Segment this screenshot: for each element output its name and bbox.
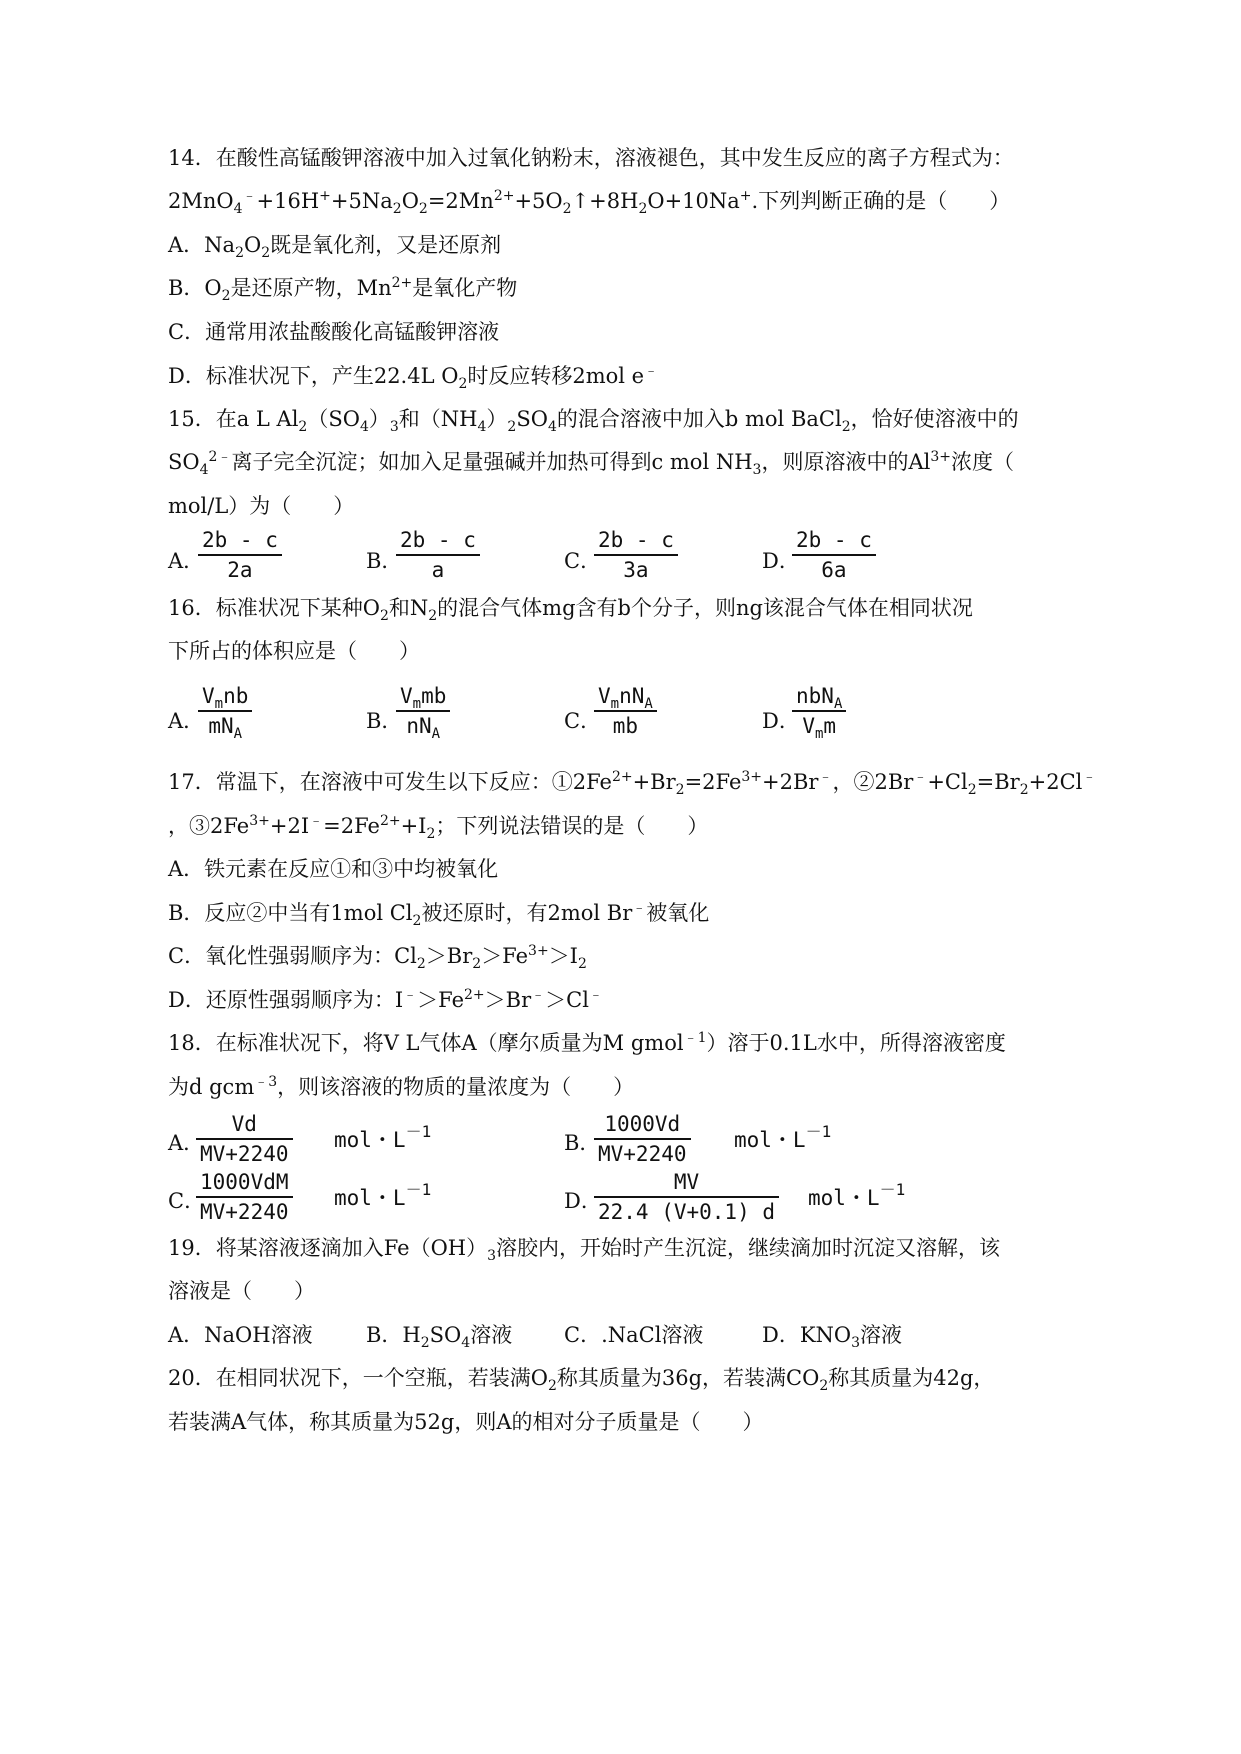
q18-option-d-unit: mol・$L^{-1}$ [808, 1180, 906, 1210]
q17-option-b: B．反应②中当有1mol $Cl_2$被还原时，有2mol Br﹣被氧化 [168, 900, 710, 929]
q17-stem-line2: ，$③2Fe^{3+}+2I^﹣=2Fe^{2+}+I_2$；下列说法错误的是（ ） [168, 813, 709, 842]
q18-option-a-unit: mol・$L^{-1}$ [334, 1122, 432, 1152]
q17-option-c: C．氧化性强弱顺序为：$Cl_2>Br_2>Fe^{3+}>I_2$ [168, 943, 587, 972]
q14-option-a: A．$Na_2O_2$既是氧化剂，又是还原剂 [168, 233, 502, 261]
q18-option-c-label: C． [168, 1189, 206, 1213]
q14-equation: $2MnO_4^﹣+16H^++5Na_2O_2=2Mn^{2+}+5O_2↑+8H_2O+10Na^+$.下列判断正确的是（ ） [168, 188, 1011, 217]
q15-option-b-fraction: $\frac{2b - c}{a}$ [396, 528, 480, 582]
q16-option-c-fraction: $V_mnN_A$ mb [594, 684, 657, 738]
q17-option-d: D．还原性强弱顺序为：$I^﹣>Fe^{2+}>Br^﹣>Cl^﹣$ [168, 987, 603, 1012]
q16-stem-line2: 下所占的体积应是（ ） [168, 639, 420, 663]
q14-option-d: D．标准状况下，产生22.4L $O_2$时反应转移2mol e﹣ [168, 363, 659, 392]
q15-stem-line3: mol/L）为（ ） [168, 494, 355, 518]
q18-option-b-fraction: $\frac{1000Vd}{MV+2240}$ [594, 1112, 691, 1166]
q16-option-a-label: A． [168, 709, 205, 733]
q19-stem-line1: 19．将某溶液逐滴加入$Fe(OH)_3$溶胶内，开始时产生沉淀，继续滴加时沉淀又溶解，该 [168, 1236, 1001, 1264]
q20-stem-line1: 20．在相同状况下，一个空瓶，若装满$O_2$称其质量为36g，若装满$CO_2$称其质量为42g， [168, 1366, 995, 1394]
q15-option-c-label: C． [564, 549, 602, 573]
q18-option-b-label: B． [564, 1131, 601, 1155]
q16-option-b-fraction: $V_mmb$ $nN_A$ [396, 684, 450, 738]
q16-option-b-label: B． [366, 709, 403, 733]
q17-stem-line1: 17．常温下，在溶液中可发生以下反应：$①2Fe^{2+}+Br_2=2Fe^{3+}+2Br^﹣$，$②2Br^﹣+Cl_2=Br_2+2Cl^﹣$ [168, 769, 1097, 798]
q18-option-b-unit: mol・$L^{-1}$ [734, 1122, 832, 1152]
q16-stem-line1: 16．标准状况下某种$O_2$和$N_2$的混合气体mg含有b个分子，则ng该混合气体在相同状况 [168, 596, 973, 624]
q15-option-a-fraction: $\frac{2b - c}{2a}$ [198, 528, 282, 582]
q19-option-a: A．NaOH溶液 [168, 1323, 313, 1347]
q15-option-a-label: A． [168, 549, 205, 573]
q15-option-d-fraction: $\frac{2b - c}{6a}$ [792, 528, 876, 582]
q14-stem-line1: 14．在酸性高锰酸钾溶液中加入过氧化钠粉末，溶液褪色，其中发生反应的离子方程式为： [168, 146, 1014, 170]
q18-option-d-label: D． [564, 1189, 602, 1213]
q18-option-c-unit: mol・$L^{-1}$ [334, 1180, 432, 1210]
q19-option-c: C．.NaCl溶液 [564, 1323, 704, 1347]
q15-stem-line2: $SO_4^{2﹣}$离子完全沉淀；如加入足量强碱并加热可得到c mol $NH_3$，则原溶液中的$Al^{3+}$浓度（ [168, 449, 1014, 478]
q16-option-d-fraction: nbN$_A$ $V_mm$ [792, 684, 846, 738]
q16-option-c-label: C． [564, 709, 602, 733]
q15-stem-line1: 15．在a L $Al_2(SO_4)_3$和$(NH_4)_2SO_4$的混合溶液中加入b mol BaCl$_2$，恰好使溶液中的 [168, 407, 1019, 435]
q18-stem-line1: 18．在标准状况下，将V L气体A（摩尔质量为M gmol$^{﹣1}$）溶于0.1L水中，所得溶液密度 [168, 1030, 1006, 1055]
q18-option-a-label: A． [168, 1131, 205, 1155]
q17-option-a: A．铁元素在反应①和③中均被氧化 [168, 857, 499, 881]
q18-stem-line2: 为d gcm$^{﹣3}$，则该溶液的物质的量浓度为（ ） [168, 1074, 635, 1099]
q18-option-c-fraction: 1000VdM MV+2240 [196, 1170, 293, 1224]
q19-option-b: B．$H_2SO_4$溶液 [366, 1323, 513, 1351]
q16-option-d-label: D． [762, 709, 800, 733]
q16-option-a-fraction: $V_mnb$ $mN_A$ [198, 684, 252, 738]
q19-stem-line2: 溶液是（ ） [168, 1279, 315, 1303]
q18-option-d-fraction: $\frac{MV}{22.4 (V+0.1) d}$ [594, 1170, 779, 1224]
q15-option-c-fraction: $\frac{2b - c}{3a}$ [594, 528, 678, 582]
q14-option-b: B．$O_2$是还原产物，$Mn^{2+}$是氧化产物 [168, 275, 518, 304]
q19-option-d: D．$KNO_3$溶液 [762, 1323, 903, 1351]
q14-option-c: C．通常用浓盐酸酸化高锰酸钾溶液 [168, 320, 500, 344]
q18-option-a-fraction: $\frac{Vd}{MV+2240}$ [196, 1112, 293, 1166]
q15-option-d-label: D． [762, 549, 800, 573]
q15-option-b-label: B． [366, 549, 403, 573]
q20-stem-line2: 若装满A气体，称其质量为52g，则A的相对分子质量是（ ） [168, 1410, 764, 1434]
